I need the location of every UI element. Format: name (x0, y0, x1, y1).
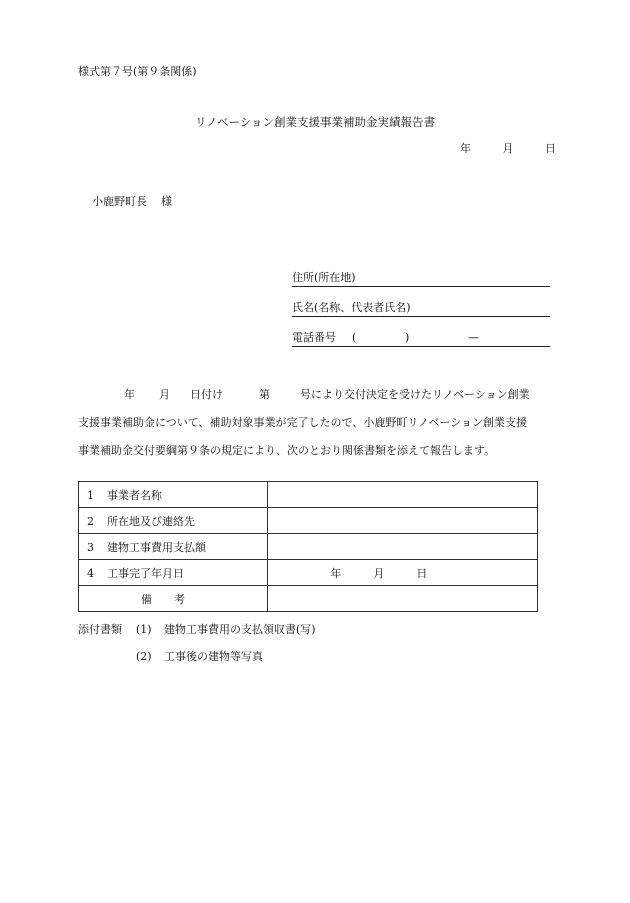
table-row (79, 508, 538, 534)
address-field[interactable] (292, 272, 550, 287)
location-contact-value-cell[interactable] (268, 508, 538, 534)
attachment-index: (1) (136, 623, 152, 636)
body-line-2: 支援事業補助金について、補助対象事業が完了したので、小鹿野町リノベーション創業支援 (78, 416, 528, 429)
row-number: 1 (87, 488, 94, 502)
attachments-label: 添付書類 (78, 623, 122, 636)
body-line-3: 事業補助金交付要綱第９条の規定により、次のとおり関係書類を添えて報告します。 (78, 444, 496, 457)
phone-dash: — (468, 331, 479, 344)
phone-label: 電話番号 (292, 331, 336, 344)
business-name-value-cell[interactable] (268, 482, 538, 508)
addressee-name: 小鹿野町長 (92, 195, 147, 208)
body-dai: 第 (259, 388, 270, 401)
date-day-label: 日 (545, 142, 556, 155)
remarks-label-char1: 備 (141, 592, 152, 606)
row-label: 事業者名称 (107, 488, 162, 502)
attachment-text: 工事後の建物等写真 (164, 650, 263, 663)
date-month-label: 月 (502, 142, 514, 155)
completion-day-label: 日 (416, 566, 428, 580)
construction-cost-value-cell[interactable] (268, 534, 538, 560)
phone-field[interactable] (292, 332, 550, 347)
remarks-value-cell[interactable] (268, 586, 538, 612)
completion-date-value-cell[interactable] (268, 560, 538, 586)
report-date (460, 143, 556, 154)
remarks-label-cell (79, 586, 268, 612)
addressee-suffix: 様 (161, 195, 172, 208)
completion-year-label: 年 (330, 566, 342, 580)
table-row (79, 482, 538, 508)
document-title: リノベーション創業支援事業補助金実績報告書 (194, 115, 436, 129)
remarks-label-char2: 考 (174, 592, 185, 606)
body-day-suffix: 日付け (190, 388, 223, 401)
row-label-cell (79, 508, 268, 534)
addressee (92, 196, 172, 207)
row-label-cell (79, 560, 268, 586)
row-label-cell (79, 482, 268, 508)
row-label: 建物工事費用支払額 (107, 540, 206, 554)
phone-paren-open: ( (352, 331, 357, 344)
row-label: 所在地及び連絡先 (107, 514, 195, 528)
row-number: 4 (87, 566, 94, 580)
address-label: 住所(所在地) (292, 271, 356, 284)
name-label: 氏名(名称、代表者氏名) (292, 301, 411, 314)
attachment-item-2 (136, 651, 263, 662)
body-line-1 (78, 381, 558, 409)
attachment-index: (2) (136, 650, 152, 663)
name-field[interactable] (292, 302, 550, 317)
body-year: 年 (124, 388, 135, 401)
row-label: 工事完了年月日 (107, 566, 184, 580)
row-label-cell (79, 534, 268, 560)
attachment-item-1 (78, 624, 316, 635)
phone-paren-close: ) (405, 331, 410, 344)
table-row (79, 560, 538, 586)
row-number: 2 (87, 514, 94, 528)
completion-month-label: 月 (373, 566, 385, 580)
body-month: 月 (159, 388, 170, 401)
table-row (79, 586, 538, 612)
attachment-text: 建物工事費用の支払領収書(写) (164, 623, 316, 636)
row-number: 3 (87, 540, 94, 554)
report-body (78, 381, 558, 465)
table-row (79, 534, 538, 560)
report-items-table (78, 481, 538, 612)
body-line1-rest: 号により交付決定を受けたリノベーション創業 (300, 388, 530, 401)
form-number: 様式第７号(第９条関係) (78, 65, 197, 78)
date-year-label: 年 (460, 142, 471, 155)
